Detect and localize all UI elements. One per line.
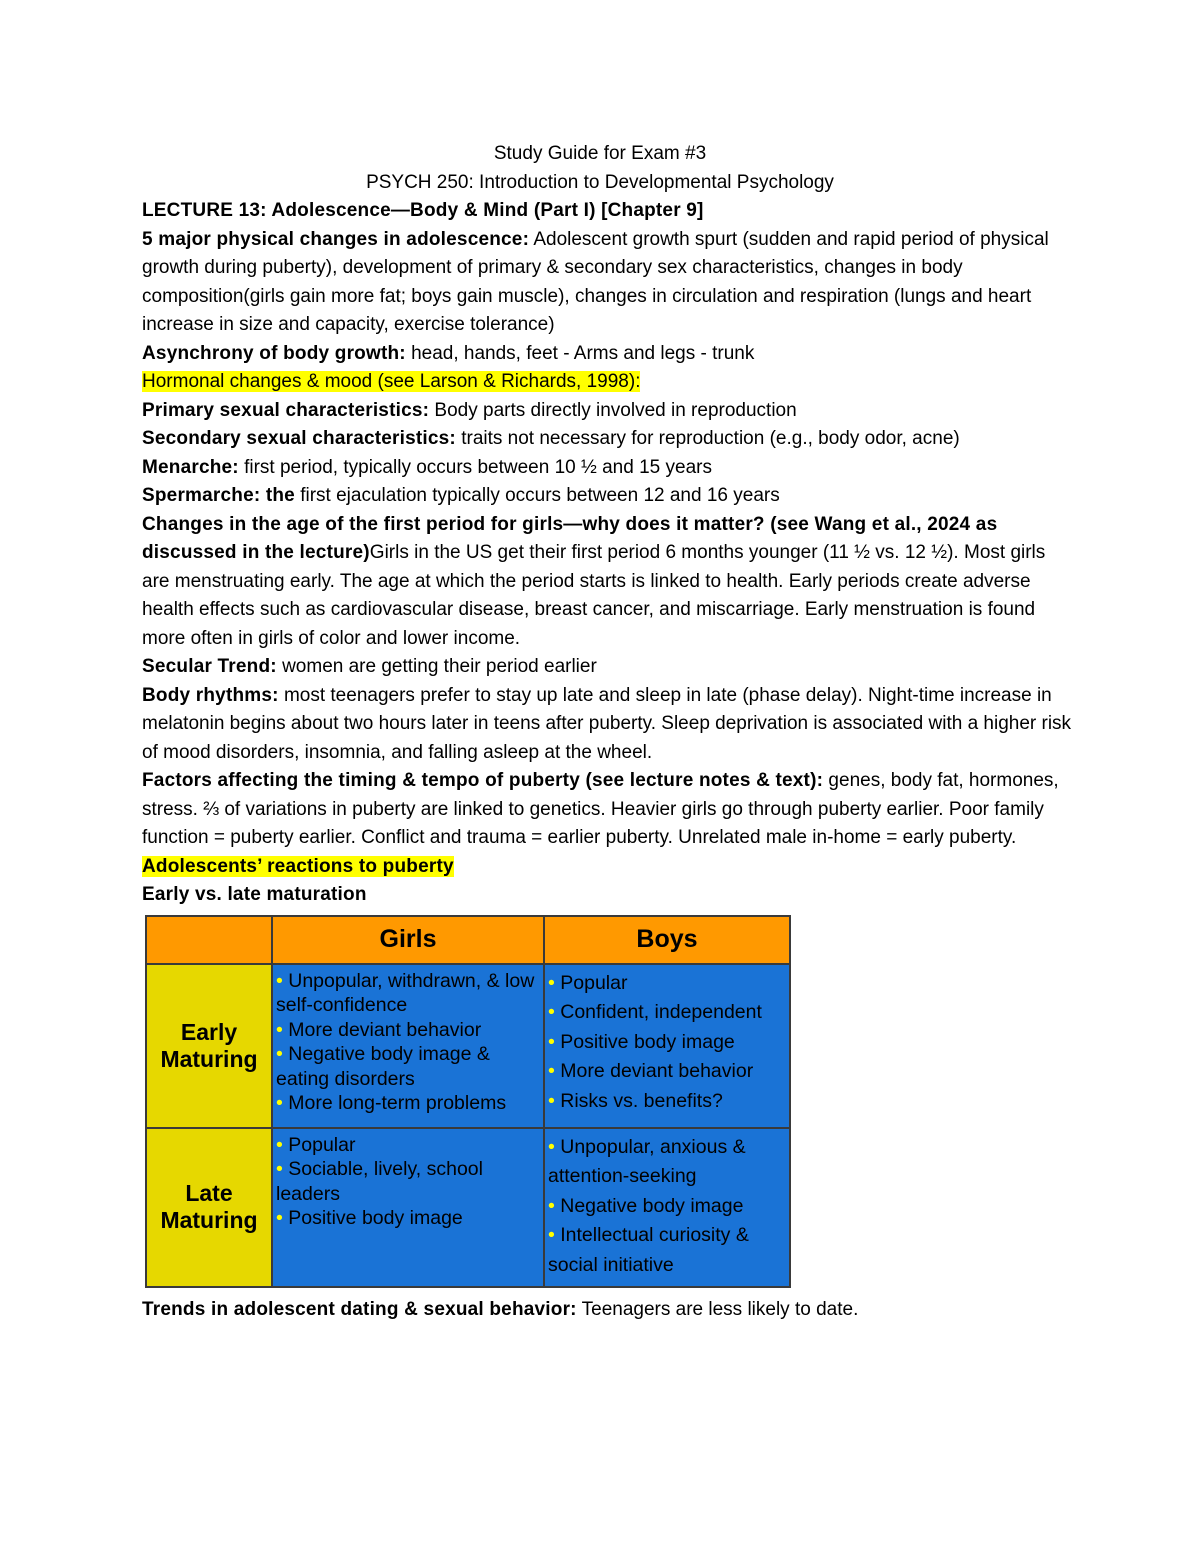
list-item xyxy=(548,1028,786,1058)
list-item xyxy=(276,1091,540,1116)
term: Secular Trend: xyxy=(142,656,277,677)
bullet-icon: • xyxy=(548,971,561,994)
term: Factors affecting the timing & tempo of puberty (see lecture notes & text): xyxy=(142,770,824,791)
entry-secondary xyxy=(142,425,1072,454)
list-item xyxy=(276,969,540,1018)
list-item xyxy=(548,1192,786,1222)
definition: Adolescent growth spurt (sudden and rapid period of physical growth during puberty), development of primary & secondary sex characteristics, changes in body composition(girls gain more fat; boys gain muscle), changes in circulation and respiration (lungs and heart increase in size and capacity, exercise tolerance) xyxy=(142,228,1049,335)
highlighted-text: Hormonal changes & mood (see Larson & Richards, 1998): xyxy=(142,371,641,392)
list-item xyxy=(276,1042,540,1091)
list-item xyxy=(548,1221,786,1280)
definition: Girls in the US get their first period 6 months younger (11 ½ vs. 12 ½). Most girls are menstruating early. The age at which the period starts is linked to health. Early periods create adverse health effects such as cardiovascular disease, breast cancer, and miscarriage. Early menstruation is found more often in girls of color and lower income. xyxy=(142,542,1046,649)
term: Menarche: xyxy=(142,456,239,478)
maturation-table xyxy=(145,915,791,1289)
definition: first period, typically occurs between 10 ½ and 15 years xyxy=(238,456,712,478)
list-item-text: More long-term problems xyxy=(288,1092,507,1114)
list-item xyxy=(548,1057,786,1087)
definition: Body parts directly involved in reproduction xyxy=(429,399,797,421)
entry-menarche xyxy=(142,454,1072,483)
table-row-late xyxy=(146,1128,790,1288)
bullet-icon: • xyxy=(276,969,289,992)
entry-physical-changes xyxy=(142,226,1072,340)
bullet-icon: • xyxy=(548,1135,561,1158)
table-row-early xyxy=(146,964,790,1128)
bullet-icon: • xyxy=(548,1001,561,1023)
list-item-text: Negative body image & eating disorders xyxy=(276,1043,490,1090)
list-item-text: Positive body image xyxy=(288,1207,463,1229)
list-item-text: Intellectual curiosity & social initiative xyxy=(548,1224,749,1276)
list-item-text: Negative body image xyxy=(560,1194,744,1217)
term: Primary sexual characteristics: xyxy=(142,399,430,421)
cell-late-girls xyxy=(272,1128,544,1288)
table-corner-cell xyxy=(146,916,272,964)
definition: women are getting their period earlier xyxy=(276,656,597,677)
list-item xyxy=(276,1018,540,1043)
list-item-text: Risks vs. benefits? xyxy=(560,1089,723,1112)
cell-early-girls xyxy=(272,964,544,1128)
definition: genes, body fat, hormones, stress. ⅔ of variations in puberty are linked to genetics. Heavier girls go through puberty earlier. Poor family function = puberty earlier. Conflict and trauma = earlier puberty. Unrelated male in-home = early puberty. xyxy=(142,770,1059,848)
col-header-girls: Girls xyxy=(272,916,544,964)
term: Changes in the age of the first period for girls—why does it matter? (see Wang et al., 2024 as discussed in the lecture) xyxy=(142,513,998,563)
definition: most teenagers prefer to stay up late and sleep in late (phase delay). Night-time increase in melatonin begins about two hours later in teens after puberty. Sleep deprivation is associated with a higher risk of mood disorders, insomnia, and falling asleep at the wheel. xyxy=(142,684,1072,763)
list-item-text: Confident, independent xyxy=(560,1001,762,1023)
list-item-text: Unpopular, anxious & attention-seeking xyxy=(548,1135,746,1187)
definition: head, hands, feet - Arms and legs - trunk xyxy=(405,342,755,364)
entry-body-rhythms xyxy=(142,682,1072,768)
definition: traits not necessary for reproduction (e.g., body odor, acne) xyxy=(455,428,960,449)
list-item-text: Unpopular, withdrawn, & low self-confidence xyxy=(276,969,535,1016)
document-page xyxy=(142,140,1072,1325)
list-item-text: More deviant behavior xyxy=(288,1018,482,1041)
bullet-icon: • xyxy=(276,1018,289,1041)
list-item-text: Positive body image xyxy=(560,1030,735,1053)
entry-age-first-period xyxy=(142,511,1072,654)
lecture-heading: LECTURE 13: Adolescence—Body & Mind (Part I) [Chapter 9] xyxy=(142,200,704,221)
course-title: PSYCH 250: Introduction to Developmental Psychology xyxy=(366,171,834,193)
entry-secular-trend xyxy=(142,653,1072,682)
bullet-icon: • xyxy=(276,1133,289,1156)
term: Asynchrony of body growth: xyxy=(142,342,406,364)
entry-spermarche xyxy=(142,482,1072,511)
list-item-text: More deviant behavior xyxy=(560,1060,754,1082)
col-header-boys: Boys xyxy=(544,916,790,964)
entry-asynchrony xyxy=(142,340,1072,369)
list-item xyxy=(276,1206,540,1231)
entry-dating xyxy=(142,1296,1072,1325)
term: Trends in adolescent dating & sexual behavior: xyxy=(142,1299,577,1320)
list-item xyxy=(276,1133,540,1158)
bullet-icon: • xyxy=(276,1158,289,1180)
bullet-icon: • xyxy=(548,1224,561,1246)
definition: Teenagers are less likely to date. xyxy=(576,1299,859,1320)
list-item xyxy=(276,1157,540,1206)
list-item-text: Popular xyxy=(560,971,628,994)
definition: first ejaculation typically occurs between 12 and 16 years xyxy=(294,485,780,506)
list-item xyxy=(548,1133,786,1192)
list-item xyxy=(548,1087,786,1117)
list-item-text: Sociable, lively, school leaders xyxy=(276,1158,483,1205)
row-header-late: Late Maturing xyxy=(146,1128,272,1288)
row-header-early: Early Maturing xyxy=(146,964,272,1128)
bullet-icon: • xyxy=(276,1207,289,1229)
term: Secondary sexual characteristics: xyxy=(142,428,456,449)
list-item xyxy=(548,969,786,999)
list-item xyxy=(548,998,786,1028)
bullet-icon: • xyxy=(548,1089,561,1112)
entry-hormonal xyxy=(142,368,1072,397)
entry-factors xyxy=(142,767,1072,853)
bullet-icon: • xyxy=(548,1030,561,1053)
entry-early-late: Early vs. late maturation xyxy=(142,884,367,905)
bullet-icon: • xyxy=(276,1043,289,1065)
list-item-text: Popular xyxy=(288,1133,356,1156)
table-header-row xyxy=(146,916,790,964)
entry-reactions xyxy=(142,853,1072,882)
term: Spermarche: the xyxy=(142,485,295,506)
term: 5 major physical changes in adolescence: xyxy=(142,228,530,250)
bullet-icon: • xyxy=(548,1060,561,1082)
doc-title: Study Guide for Exam #3 xyxy=(493,143,707,164)
term: Body rhythms: xyxy=(142,684,279,706)
cell-late-boys xyxy=(544,1128,790,1288)
cell-early-boys xyxy=(544,964,790,1128)
entry-primary xyxy=(142,397,1072,426)
bullet-icon: • xyxy=(548,1194,561,1217)
highlighted-heading: Adolescents’ reactions to puberty xyxy=(142,855,454,877)
bullet-icon: • xyxy=(276,1092,289,1114)
